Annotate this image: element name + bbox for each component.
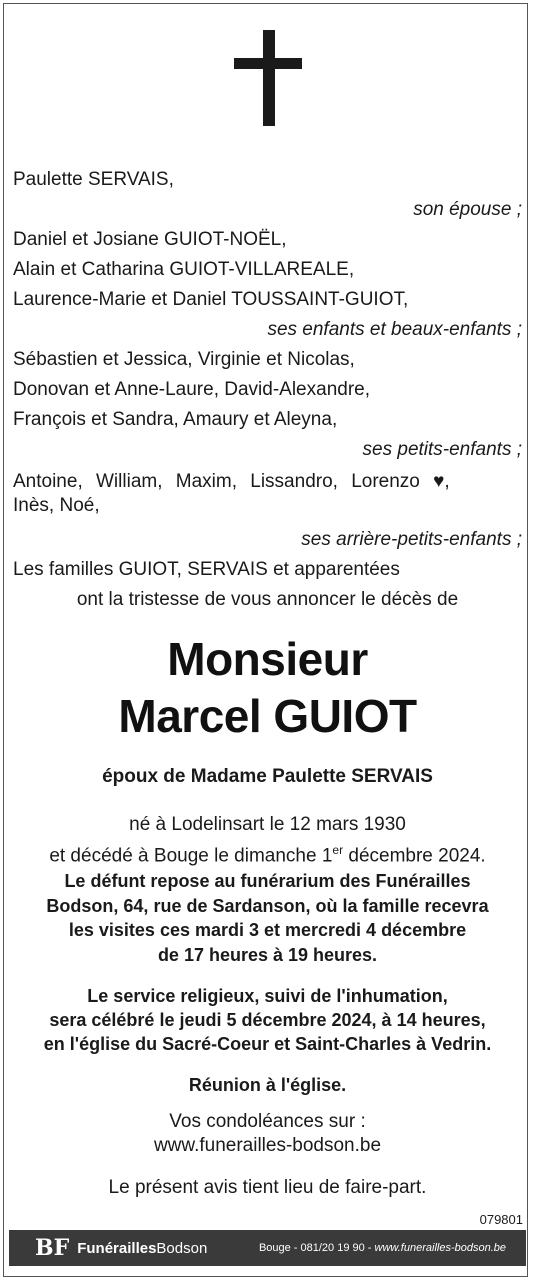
death-line: et décédé à Bouge le dimanche 1er décembre 2024. xyxy=(49,843,486,867)
family-line: Inès, Noé, xyxy=(13,495,100,516)
condolences-url[interactable]: www.funerailles-bodson.be xyxy=(153,1135,382,1156)
rest-line: les visites ces mardi 3 et mercredi 4 décembre xyxy=(68,920,467,940)
service-line: Le service religieux, suivi de l'inhumation, xyxy=(87,986,448,1006)
condolences-label: Vos condoléances sur : xyxy=(169,1111,366,1132)
relation-label: ses enfants et beaux-enfants ; xyxy=(267,319,522,340)
deceased-title: Monsieur xyxy=(167,633,368,685)
rest-line: de 17 heures à 19 heures. xyxy=(157,945,378,965)
family-line: Laurence-Marie et Daniel TOUSSAINT-GUIOT, xyxy=(13,289,409,310)
birth-line: né à Lodelinsart le 12 mars 1930 xyxy=(129,814,406,835)
relation-label: ses arrière-petits-enfants ; xyxy=(301,529,522,550)
relation-label: ses petits-enfants ; xyxy=(362,439,522,460)
spouse-line: époux de Madame Paulette SERVAIS xyxy=(102,766,433,787)
brand-name: FunéraillesBodson xyxy=(77,1239,208,1257)
notice-line: Le présent avis tient lieu de faire-part. xyxy=(108,1177,427,1198)
reference-number: 079801 xyxy=(479,1212,523,1227)
deceased-name: Marcel GUIOT xyxy=(118,690,417,742)
family-line: Les familles GUIOT, SERVAIS et apparentées xyxy=(13,559,400,580)
family-line: François et Sandra, Amaury et Aleyna, xyxy=(13,409,338,430)
announcement: ont la tristesse de vous annoncer le décès de xyxy=(76,589,459,610)
footer-banner xyxy=(9,1230,526,1266)
relation-label: son épouse ; xyxy=(413,199,522,220)
rest-line: Bodson, 64, rue de Sardanson, où la famille recevra xyxy=(46,896,489,916)
rest-line: Le défunt repose au funérarium des Funérailles xyxy=(64,871,471,891)
logo-icon: BF xyxy=(35,1235,70,1261)
family-line: Donovan et Anne-Laure, David-Alexandre, xyxy=(13,379,371,400)
footer-contact: Bouge - 081/20 19 90 - www.funerailles-bodson.be xyxy=(258,1242,506,1254)
meeting-line: Réunion à l'église. xyxy=(188,1075,347,1095)
family-line: Paulette SERVAIS, xyxy=(13,169,174,190)
family-line: Antoine, William, Maxim, Lissandro, Lorenzo ♥, xyxy=(13,471,450,492)
family-line: Daniel et Josiane GUIOT-NOËL, xyxy=(13,229,287,250)
service-line: sera célébré le jeudi 5 décembre 2024, à 14 heures, xyxy=(49,1010,486,1030)
service-line: en l'église du Sacré-Coeur et Saint-Charles à Vedrin. xyxy=(43,1034,492,1054)
family-line: Alain et Catharina GUIOT-VILLAREALE, xyxy=(13,259,355,280)
family-line: Sébastien et Jessica, Virginie et Nicolas, xyxy=(13,349,355,370)
